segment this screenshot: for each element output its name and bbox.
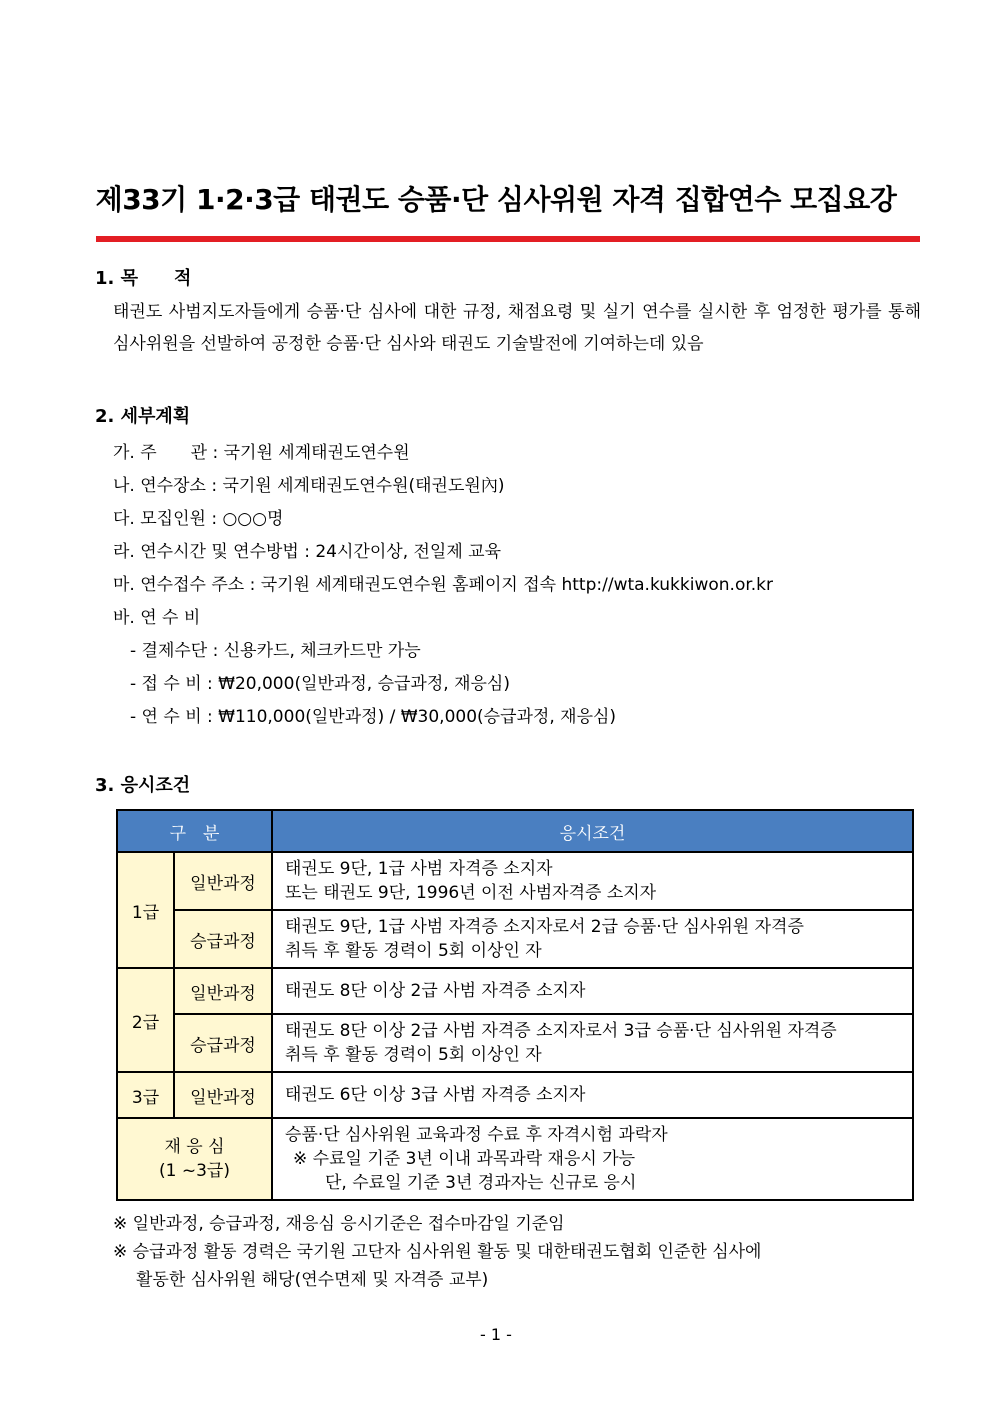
condition-line: 단, 수료일 기준 3년 경과자는 신규로 응시: [325, 1173, 637, 1193]
fee-training: - 연 수 비 : ₩110,000(일반과정) / ₩30,000(승급과정, 재응심): [130, 707, 617, 727]
document-title: 제33기 1·2·3급 태권도 승품·단 심사위원 자격 집합연수 모집요강: [95, 183, 897, 216]
condition-cell: [272, 852, 913, 910]
note-line: ※ 승급과정 활동 경력은 국기원 고단자 심사위원 활동 및 대한태권도협회 인준한 심사에: [113, 1242, 762, 1262]
condition-cell: [272, 910, 913, 968]
condition-line: 태권도 9단, 1급 사범 자격증 소지자로서 2급 승품·단 심사위원 자격증: [285, 917, 804, 937]
plan-item-address: 마. 연수접수 주소 : 국기원 세계태권도연수원 홈페이지 접속 http://wta.kukkiwon.or.kr: [113, 575, 774, 595]
table-row: [117, 968, 913, 1014]
grade-2: 2급: [117, 968, 174, 1072]
grade-1: 1급: [117, 852, 174, 968]
course-general: 일반과정: [174, 1072, 272, 1118]
table-row: [117, 910, 913, 968]
condition-line: 또는 태권도 9단, 1996년 이전 사범자격증 소지자: [285, 883, 657, 903]
condition-cell: 태권도 8단 이상 2급 사범 자격증 소지자: [272, 968, 913, 1014]
course-promotion: 승급과정: [174, 1014, 272, 1072]
retake-category: [117, 1118, 272, 1200]
section2-heading: 2. 세부계획: [95, 406, 191, 427]
condition-cell: 태권도 6단 이상 3급 사범 자격증 소지자: [272, 1072, 913, 1118]
retake-label: 재 응 심: [164, 1137, 225, 1157]
retake-range: (1 ~3급): [159, 1161, 230, 1181]
note-line: ※ 일반과정, 승급과정, 재응심 응시기준은 접수마감일 기준임: [113, 1214, 565, 1234]
eligibility-table: [116, 809, 914, 1201]
plan-item-fee: 바. 연 수 비: [113, 608, 201, 628]
condition-cell: [272, 1014, 913, 1072]
plan-item-host: 가. 주 관 : 국기원 세계태권도연수원: [113, 443, 410, 463]
condition-line: 승품·단 심사위원 교육과정 수료 후 자격시험 과락자: [285, 1125, 668, 1145]
header-category: 구 분: [117, 810, 272, 852]
table-header-row: [117, 810, 913, 852]
condition-line: 취득 후 활동 경력이 5회 이상인 자: [285, 1045, 542, 1065]
plan-item-capacity: 다. 모집인원 : ○○○명: [113, 509, 284, 529]
table-row: [117, 852, 913, 910]
header-condition: 응시조건: [272, 810, 913, 852]
section1-heading: 1. 목 적: [95, 268, 192, 289]
section3-heading: 3. 응시조건: [95, 775, 191, 796]
course-general: 일반과정: [174, 852, 272, 910]
condition-cell: [272, 1118, 913, 1200]
condition-line: 취득 후 활동 경력이 5회 이상인 자: [285, 941, 542, 961]
table-row: [117, 1014, 913, 1072]
table-row: [117, 1072, 913, 1118]
plan-item-hours: 라. 연수시간 및 연수방법 : 24시간이상, 전일제 교육: [113, 542, 502, 562]
condition-line: 태권도 8단 이상 2급 사범 자격증 소지자로서 3급 승품·단 심사위원 자격증: [285, 1021, 837, 1041]
condition-line: ※ 수료일 기준 3년 이내 과목과락 재응시 가능: [293, 1149, 636, 1169]
page-number: - 1 -: [480, 1325, 512, 1344]
grade-3: 3급: [117, 1072, 174, 1118]
condition-line: 태권도 9단, 1급 사범 자격증 소지자: [285, 859, 553, 879]
title-underline: [96, 236, 920, 242]
note-line: 활동한 심사위원 해당(연수면제 및 자격증 교부): [136, 1270, 489, 1290]
fee-payment-method: - 결제수단 : 신용카드, 체크카드만 가능: [130, 641, 421, 661]
plan-item-venue: 나. 연수장소 : 국기원 세계태권도연수원(태권도원內): [113, 476, 505, 496]
course-promotion: 승급과정: [174, 910, 272, 968]
fee-application: - 접 수 비 : ₩20,000(일반과정, 승급과정, 재응심): [130, 674, 510, 694]
table-row: [117, 1118, 913, 1200]
section1-text: 태권도 사범지도자들에게 승품·단 심사에 대한 규정, 채점요령 및 실기 연수를 실시한 후 엄정한 평가를 통해 심사위원을 선발하여 공정한 승품·단 심사와 태권도 기술발전에 기여하는데 있음: [113, 302, 921, 354]
course-general: 일반과정: [174, 968, 272, 1014]
